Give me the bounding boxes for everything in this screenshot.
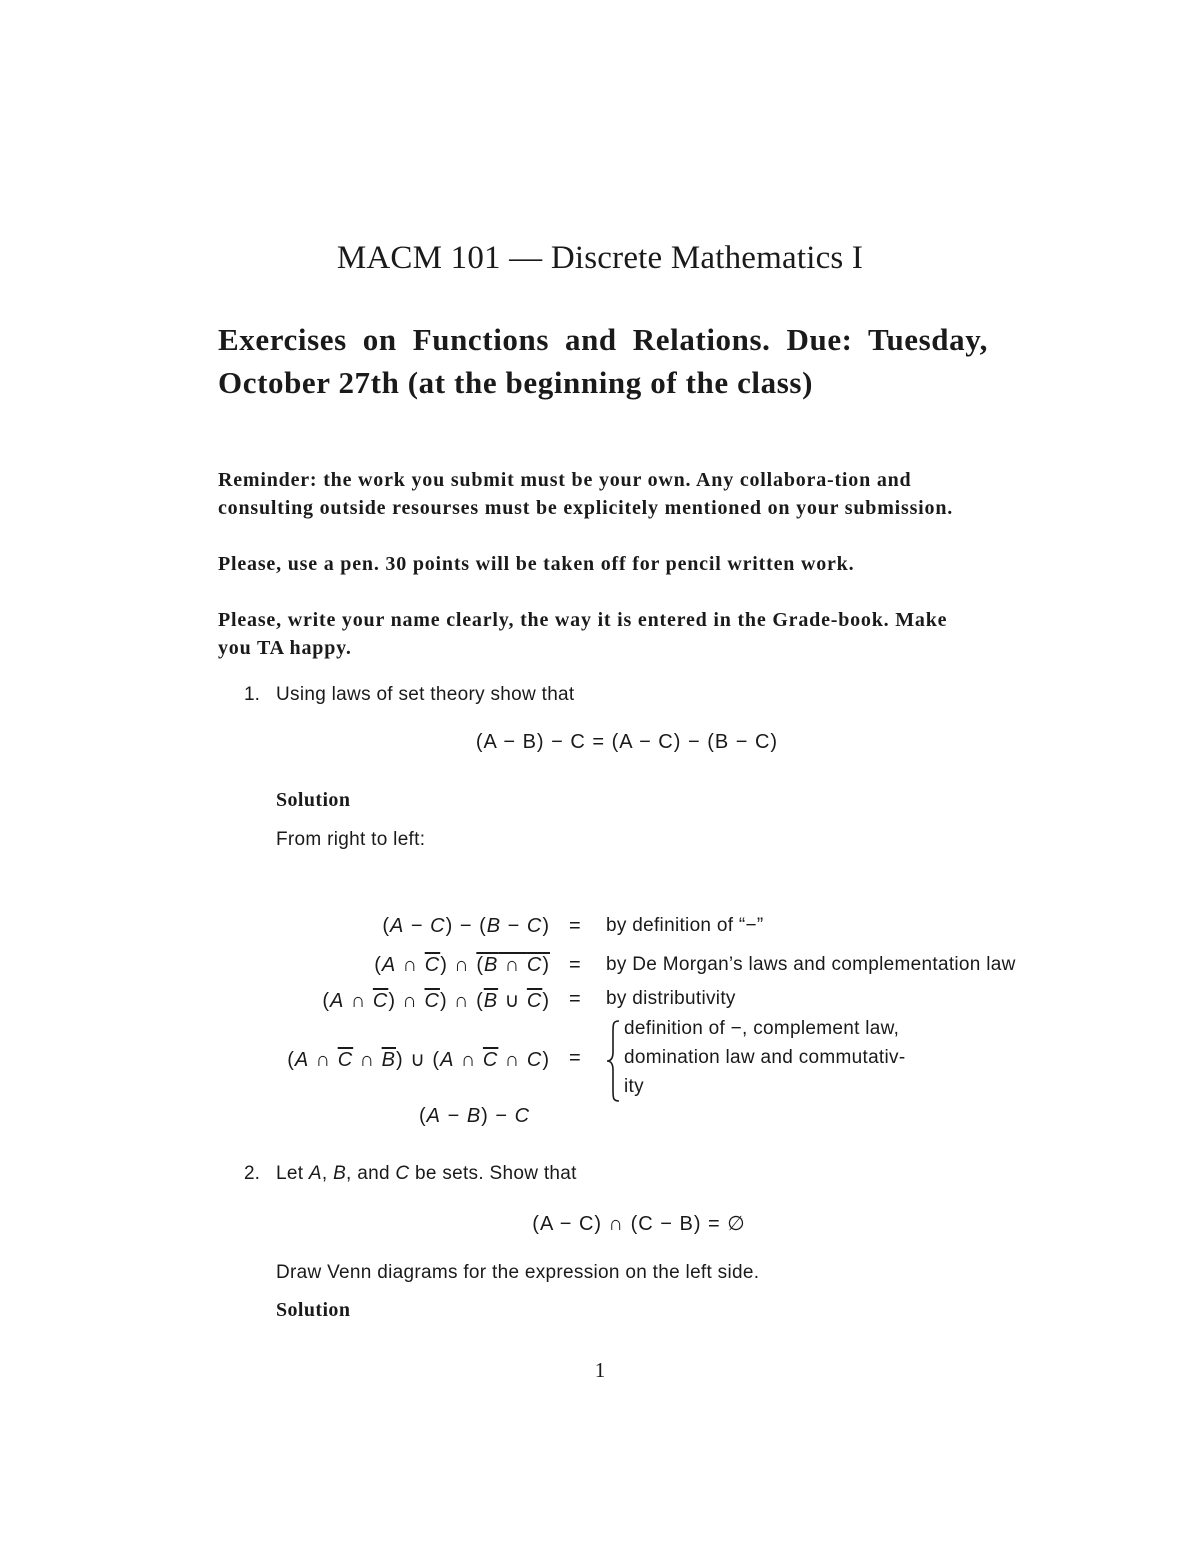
derivation-row-2-lhs: (A ∩ $\overline{C}$) ∩ (B ∩ C) <box>374 954 550 976</box>
derivation-row-2-eq: = <box>569 954 582 976</box>
problem-2-instruction: Draw Venn diagrams for the expression on the left side. <box>276 1262 760 1283</box>
name-notice: Please, write your name clearly, the way it is entered in the Grade-book. Make you TA happy. <box>218 609 948 659</box>
derivation-row-2-reason: by De Morgan’s laws and complementation law <box>606 954 1016 975</box>
derivation-row-4-reason-line-1: definition of −, complement law, <box>624 1018 900 1039</box>
derivation-row-1-eq: = <box>569 915 582 937</box>
problem-1-display-equation: (A − B) − C = (A − C) − (B − C) <box>475 731 779 753</box>
problem-2-text: Let A, B, and C be sets. Show that <box>276 1163 577 1184</box>
problem-1-number: 1. <box>244 684 260 705</box>
problem-2-number: 2. <box>244 1163 260 1184</box>
derivation-row-1-reason: by definition of “−” <box>606 915 764 936</box>
course-title: MACM 101 — Discrete Mathematics I <box>336 240 864 276</box>
derivation-row-3-eq: = <box>569 988 582 1010</box>
problem-2-solution-label: Solution <box>276 1299 351 1321</box>
problem-1-solution-intro: From right to left: <box>276 829 426 850</box>
problem-1-solution-label: Solution <box>276 789 351 811</box>
left-brace-icon <box>606 1020 620 1102</box>
problem-1-text: Using laws of set theory show that <box>276 684 575 705</box>
derivation-row-3-reason: by distributivity <box>606 988 736 1009</box>
derivation-row-4-reason-line-3: ity <box>624 1076 644 1097</box>
derivation-row-3-lhs: (A ∩ $\overline{C}$) ∩ $\overline{C}$) ∩ ($\overline{B}$ ∪ $\overline{C}$) <box>322 990 550 1012</box>
problem-2-display-equation: (A − C) ∩ (C − B) = ∅ <box>532 1213 746 1235</box>
derivation-row-4-reason-line-2: domination law and commutativ- <box>624 1047 906 1068</box>
derivation-row-4-lhs: (A ∩ $\overline{C}$ ∩ $\overline{B}$) ∪ (A ∩ $\overline{C}$ ∩ C) <box>287 1049 550 1071</box>
pen-notice: Please, use a pen. 30 points will be taken off for pencil written work. <box>218 553 855 575</box>
assignment-title: Exercises on Functions and Relations. Due: Tuesday, October 27th (at the beginning of the class) <box>218 322 988 400</box>
derivation-row-4-eq: = <box>569 1047 582 1069</box>
page-number: 1 <box>594 1358 606 1382</box>
derivation-row-5-result: (A − B) − C <box>419 1105 531 1127</box>
derivation-row-1-lhs: (A − C) − (B − C) <box>382 915 550 937</box>
reminder-paragraph: Reminder: the work you submit must be your own. Any collabora-tion and consulting outside resourses must be explicitely mentioned on your submission. <box>218 469 954 519</box>
